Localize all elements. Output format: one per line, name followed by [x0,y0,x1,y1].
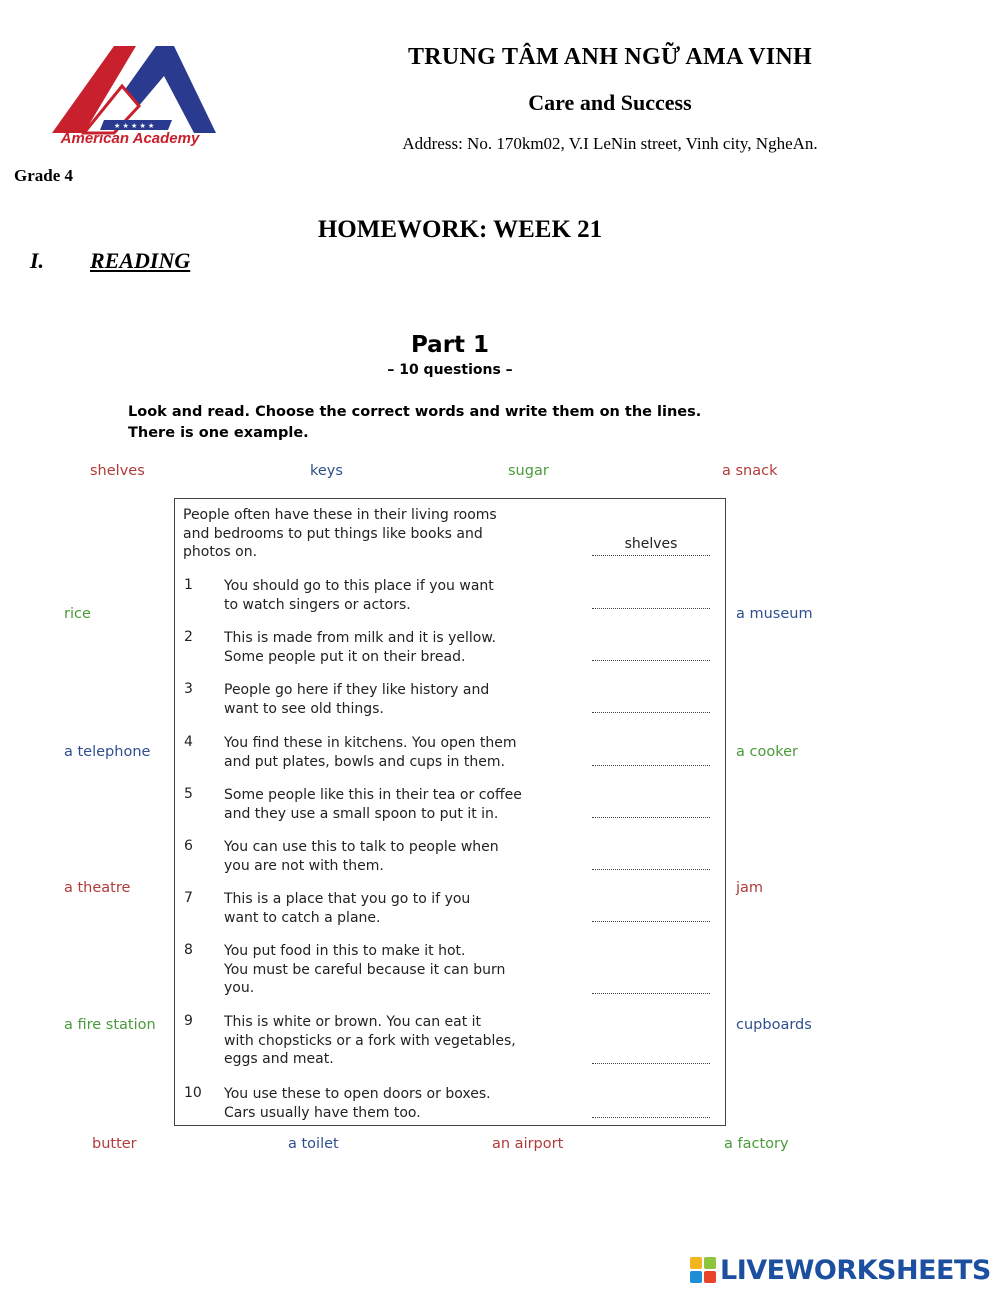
word-bank-item: a snack [722,463,778,479]
text-line: You find these in kitchens. You open them [224,735,517,751]
text-line: with chopsticks or a fork with vegetables, [224,1032,516,1049]
question-number: 5 [184,786,193,802]
word-bank-item: a fire station [64,1017,156,1033]
address: Address: No. 170km02, V.I LeNin street, Vinh city, NgheAn. [402,134,818,153]
answer-line-5[interactable] [592,817,710,818]
answer-line-8[interactable] [592,993,710,994]
text-line: You should go to this place if you want [224,578,494,594]
answer-line-2[interactable] [592,660,710,661]
question-number: 3 [184,681,193,697]
question-number: 4 [184,734,193,750]
text-line: and they use a small spoon to put it in. [224,805,499,822]
word-bank-item: rice [64,606,91,622]
text-line: want to see old things. [224,700,384,717]
question-text [224,681,489,718]
text-line: Some people put it on their bread. [224,648,466,665]
text-line: want to catch a plane. [224,909,381,926]
answer-line [592,555,710,556]
question-text [224,577,494,614]
question-number: 6 [184,838,193,854]
word-bank-item: sugar [508,463,549,479]
word-bank-item: a factory [724,1136,789,1152]
text-line: You put food in this to make it hot. [224,943,466,959]
slogan: Care and Success [528,90,692,115]
text-line: and bedrooms to put things like books and [183,525,483,542]
question-text [224,734,516,771]
part-subtitle: – 10 questions – [387,362,513,378]
text-line: and put plates, bowls and cups in them. [224,753,505,770]
word-bank-item: cupboards [736,1017,812,1033]
section-title: READING [90,248,191,273]
answer-line-7[interactable] [592,921,710,922]
question-number: 10 [184,1085,202,1101]
word-bank-item: a telephone [64,744,151,760]
text-line: This is a place that you go to if you [224,891,471,907]
text-line: You use these to open doors or boxes. [224,1086,491,1102]
logo-text: American Academy [60,130,200,147]
word-bank-item: shelves [90,463,145,479]
question-number: 7 [184,890,193,906]
text-line: People go here if they like history and [224,682,490,698]
example-answer: shelves [624,536,678,552]
answer-line-4[interactable] [592,765,710,766]
example-text [183,506,497,562]
question-text [224,629,496,666]
question-text [224,890,470,927]
text-line: to watch singers or actors. [224,596,411,613]
question-text [224,786,522,823]
question-number: 1 [184,577,193,593]
text-line: You must be careful because it can burn [224,961,506,978]
question-text [224,1085,491,1122]
text-line: photos on. [183,544,258,560]
answer-line-3[interactable] [592,712,710,713]
part-title: Part 1 [410,332,490,358]
text-line: eggs and meat. [224,1051,334,1067]
homework-title: HOMEWORK: WEEK 21 [317,216,603,243]
question-text [224,838,499,875]
text-line: This is white or brown. You can eat it [224,1014,482,1030]
svg-text:★ ★ ★ ★ ★: ★ ★ ★ ★ ★ [114,122,155,130]
word-bank-item: a museum [736,606,813,622]
word-bank-item: butter [92,1136,137,1152]
liveworksheets-watermark [690,1254,991,1286]
answer-line-6[interactable] [592,869,710,870]
word-bank-item: a cooker [736,744,798,760]
text-line: People often have these in their living rooms [183,507,497,523]
center-name: TRUNG TÂM ANH NGỮ AMA VINH [407,44,813,70]
answer-line-10[interactable] [592,1117,710,1118]
text-line: This is made from milk and it is yellow. [224,630,496,646]
text-line: You can use this to talk to people when [224,839,499,855]
liveworksheets-icon [690,1257,716,1283]
question-text [224,1013,516,1069]
answer-line-1[interactable] [592,608,710,609]
question-number: 9 [184,1013,193,1029]
word-bank-item: a toilet [288,1136,339,1152]
word-bank-item: an airport [492,1136,564,1152]
section-number: I. [30,248,45,273]
answer-line-9[interactable] [592,1063,710,1064]
question-number: 8 [184,942,193,958]
text-line: you. [224,980,255,996]
instructions [128,402,848,444]
word-bank-item: keys [310,463,343,479]
text-line: you are not with them. [224,857,384,874]
question-text [224,942,505,998]
word-bank-item: a theatre [64,880,131,896]
instruction-line: Look and read. Choose the correct words and write them on the lines. [128,404,702,420]
grade-label: Grade 4 [14,166,74,185]
question-number: 2 [184,629,193,645]
watermark-text: LIVEWORKSHEETS [720,1254,991,1286]
text-line: Cars usually have them too. [224,1104,421,1121]
text-line: Some people like this in their tea or coffee [224,787,522,803]
word-bank-item: jam [736,880,764,896]
instruction-line: There is one example. [128,425,309,441]
